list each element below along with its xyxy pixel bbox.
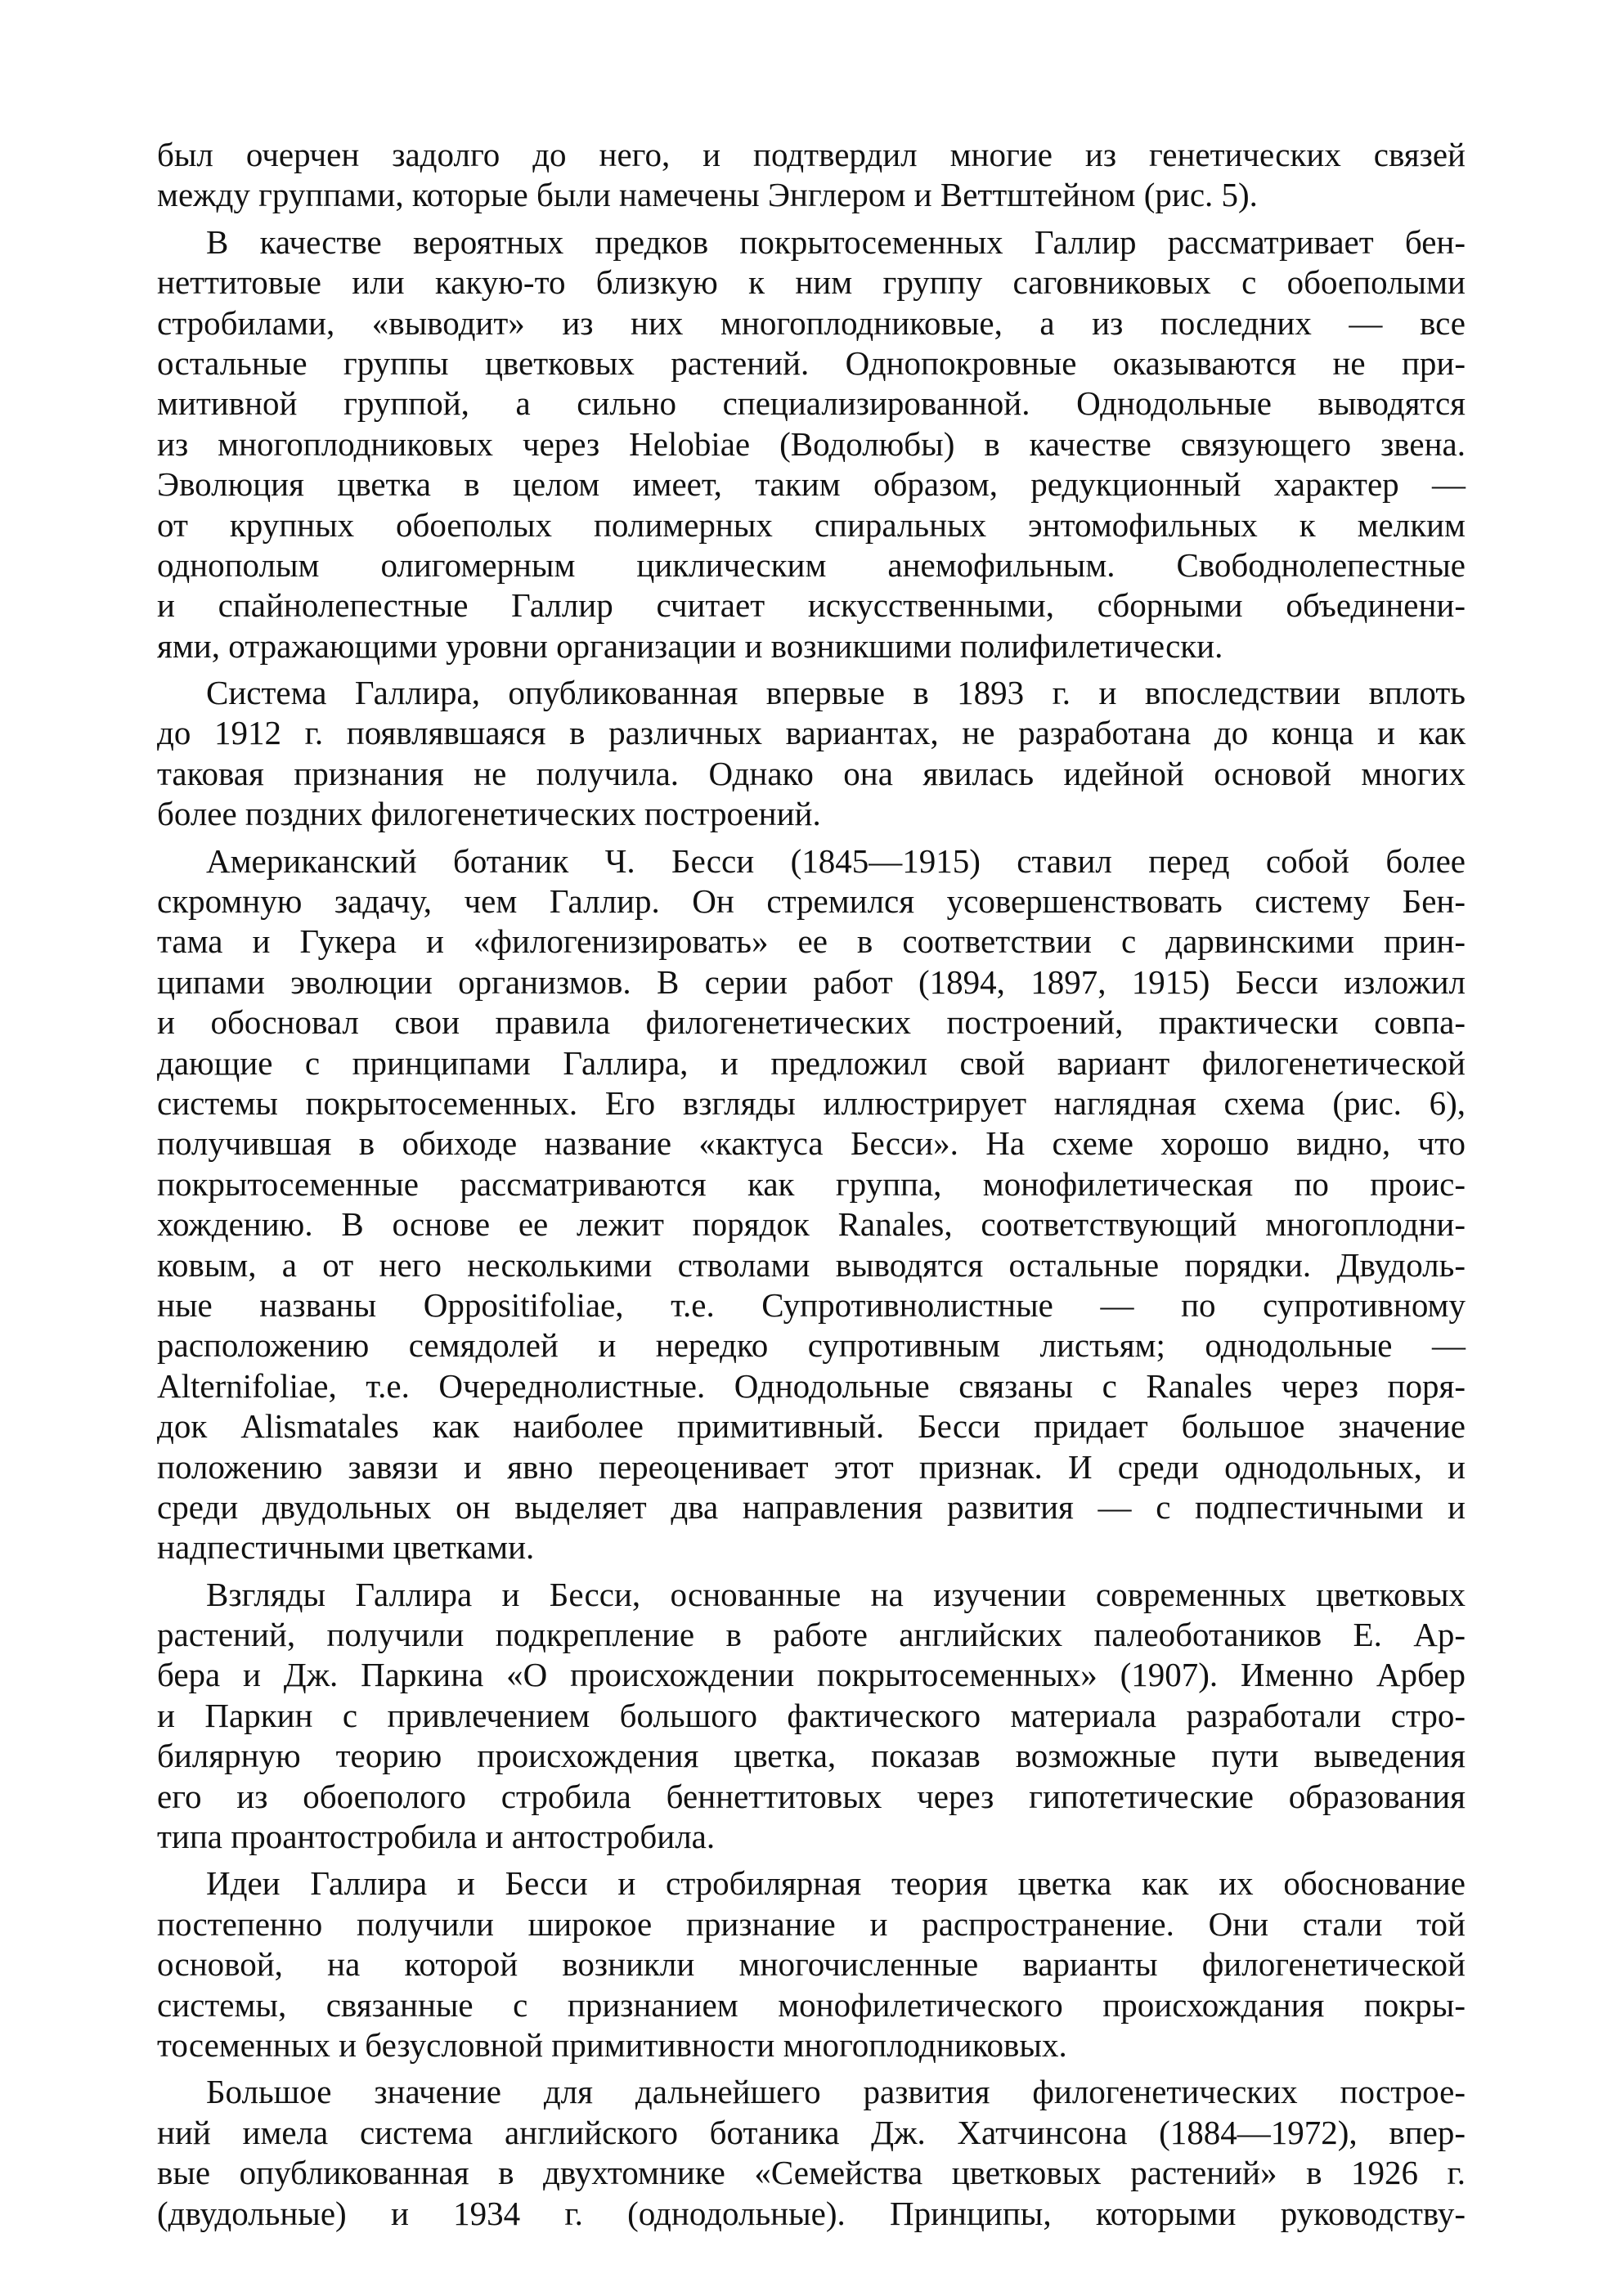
text-line: между группами, которые были намечены Энглером и Веттштейном (рис. 5).: [157, 176, 1258, 214]
text-line: ний имела система английского ботаника Дж. Хатчинсона (1884—1972), впер-: [157, 2113, 1466, 2151]
text-line: ковым, а от него несколькими стволами выводятся остальные порядки. Двудоль-: [157, 1245, 1466, 1284]
text-line: митивной группой, а сильно специализированной. Однодольные выводятся: [157, 384, 1466, 423]
text-line: бера и Дж. Паркина «О происхождении покрытосеменных» (1907). Именно Арбер: [157, 1656, 1466, 1694]
text-line: покрытосеменные рассматриваются как группа, монофилетическая по проис-: [157, 1164, 1466, 1203]
text-line: из многоплодниковых через Helobiae (Водолюбы) в качестве связующего звена.: [157, 424, 1466, 463]
text-line: системы покрытосеменных. Его взгляды иллюстрирует наглядная схема (рис. 6),: [157, 1083, 1466, 1122]
text-line: до 1912 г. появлявшаяся в различных вариантах, не разработана до конца и как: [157, 714, 1466, 752]
text-line: его из обоеполого стробила беннеттитовых через гипотетические образования: [157, 1777, 1466, 1815]
paragraph: [157, 841, 1466, 1568]
text-line: ями, отражающими уровни организации и возникшими полифилетически.: [157, 626, 1223, 665]
text-line: билярную теорию происхождения цветка, показав возможные пути выведения: [157, 1737, 1466, 1775]
text-line: более поздних филогенетических построений.: [157, 795, 821, 833]
text-body: [157, 135, 1466, 2234]
text-line: неттитовые или какую-то близкую к ним группу саговниковых с обоеполыми: [157, 263, 1466, 302]
text-line: Система Галлира, опубликованная впервые в 1893 г. и впоследствии вплоть: [206, 674, 1466, 712]
text-line: скромную задачу, чем Галлир. Он стремился усовершенствовать систему Бен-: [157, 882, 1466, 921]
text-line: вые опубликованная в двухтомнике «Семейства цветковых растений» в 1926 г.: [157, 2154, 1466, 2192]
text-line: Эволюция цветка в целом имеет, таким образом, редукционный характер —: [157, 465, 1466, 504]
text-line: Идеи Галлира и Бесси и стробилярная теория цветка как их обоснование: [206, 1864, 1466, 1903]
text-line: Взгляды Галлира и Бесси, основанные на изучении современных цветковых: [206, 1575, 1466, 1613]
text-line: (двудольные) и 1934 г. (однодольные). Принципы, которыми руководству-: [157, 2194, 1466, 2232]
paragraph: [157, 673, 1466, 835]
text-line: надпестичными цветками.: [157, 1528, 535, 1567]
text-line: стробилами, «выводит» из них многоплодниковые, а из последних — все: [157, 303, 1466, 342]
paragraph: [157, 1863, 1466, 2065]
text-line: дающие с принципами Галлира, и предложил свой вариант филогенетической: [157, 1043, 1466, 1082]
text-line: ципами эволюции организмов. В серии работ (1894, 1897, 1915) Бесси изложил: [157, 962, 1466, 1001]
text-line: постепенно получили широкое признание и распространение. Они стали той: [157, 1904, 1466, 1943]
text-line: Американский ботаник Ч. Бесси (1845—1915) ставил перед собой более: [206, 841, 1466, 880]
text-line: и Паркин с привлечением большого фактического материала разработали стро-: [157, 1696, 1466, 1734]
text-line: хождению. В основе ее лежит порядок Ranales, соответствующий многоплодни-: [157, 1205, 1466, 1244]
text-line: Alternifoliae, т.е. Очереднолистные. Однодольные связаны с Ranales через поря-: [157, 1366, 1466, 1405]
text-line: расположению семядолей и нередко супротивным листьям; однодольные —: [157, 1326, 1466, 1365]
text-line: и обосновал свои правила филогенетических построений, практически совпа-: [157, 1003, 1466, 1042]
text-line: В качестве вероятных предков покрытосеменных Галлир рассматривает бен-: [206, 222, 1466, 261]
text-line: и спайнолепестные Галлир считает искусственными, сборными объединени-: [157, 586, 1466, 625]
text-line: Большое значение для дальнейшего развития филогенетических построе-: [206, 2073, 1466, 2111]
text-line: тосеменных и безусловной примитивности многоплодниковых.: [157, 2025, 1067, 2064]
text-line: типа проантостробила и антостробила.: [157, 1818, 716, 1856]
text-line: остальные группы цветковых растений. Однопокровные оказываются не при-: [157, 343, 1466, 382]
text-line: однополым олигомерным циклическим анемофильным. Свободнолепестные: [157, 545, 1466, 584]
document-page: [157, 135, 1466, 2234]
text-line: системы, связанные с признанием монофилетического происхождания покры-: [157, 1985, 1466, 2024]
text-line: таковая признания не получила. Однако она явилась идейной основой многих: [157, 754, 1466, 792]
paragraph: [157, 2072, 1466, 2234]
paragraph: [157, 135, 1466, 216]
paragraph: [157, 1575, 1466, 1858]
text-line: получившая в обиходе название «кактуса Бесси». На схеме хорошо видно, что: [157, 1124, 1466, 1163]
text-line: док Alismatales как наиболее примитивный. Бесси придает большое значение: [157, 1407, 1466, 1446]
text-line: тама и Гукера и «филогенизировать» ее в соответствии с дарвинскими прин-: [157, 922, 1466, 961]
paragraph: [157, 222, 1466, 666]
text-line: положению завязи и явно переоценивает этот признак. И среди однодольных, и: [157, 1447, 1466, 1486]
text-line: растений, получили подкрепление в работе английских палеоботаников Е. Ар-: [157, 1616, 1466, 1654]
text-line: от крупных обоеполых полимерных спиральных энтомофильных к мелким: [157, 505, 1466, 544]
text-line: ные названы Oppositifoliae, т.е. Супротивнолистные — по супротивному: [157, 1285, 1466, 1324]
text-line: был очерчен задолго до него, и подтвердил многие из генетических связей: [157, 136, 1466, 173]
text-line: основой, на которой возникли многочисленные варианты филогенетической: [157, 1945, 1466, 1984]
text-line: среди двудольных он выделяет два направления развития — с подпестичными и: [157, 1487, 1466, 1526]
